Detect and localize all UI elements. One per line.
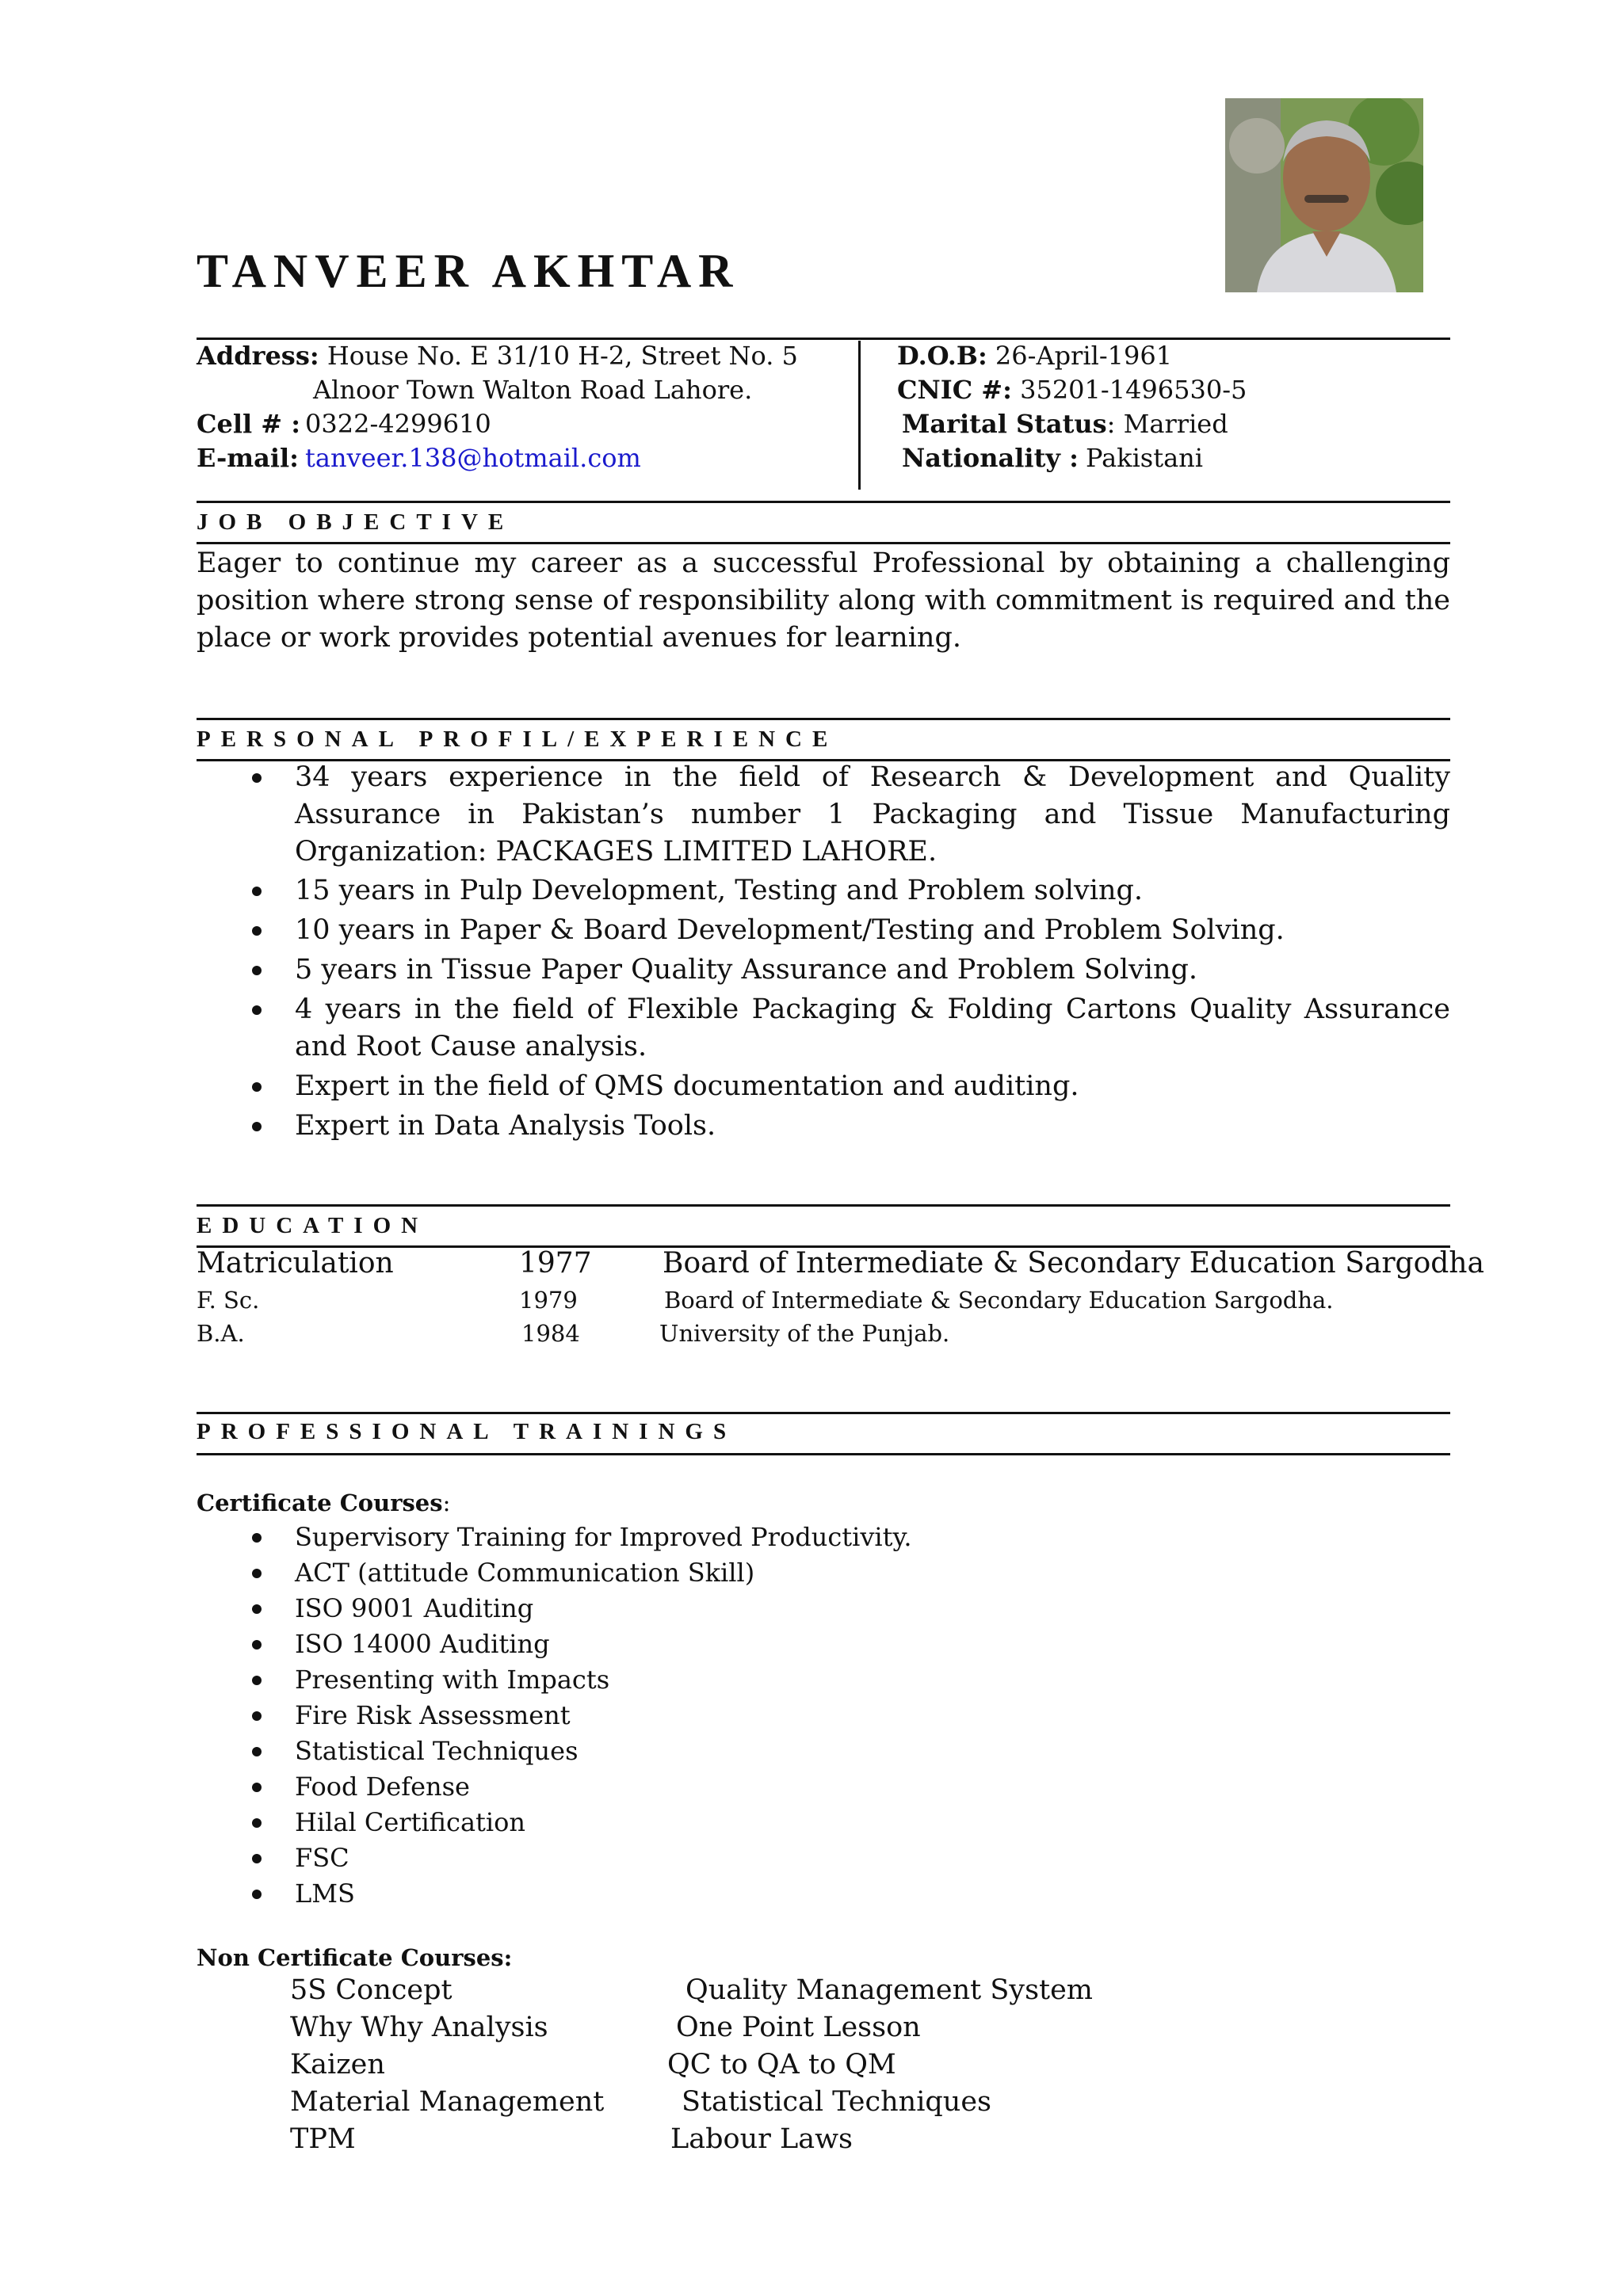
non-certificate-course: One Point Lesson [676,2012,921,2043]
marital-row [902,407,1228,441]
non-certificate-courses-label: Non Certificate Courses: [197,1944,513,1971]
certificate-course: Presenting with Impacts [295,1665,610,1695]
cell-row [197,407,300,441]
experience-top-rule [197,718,1450,720]
cell-number: 0322-4299610 [305,409,491,439]
non-certificate-course: Quality Management System [685,1974,1093,2006]
education-year: 1977 [519,1247,592,1280]
certificate-course: Statistical Techniques [295,1736,579,1766]
email-link[interactable]: tanveer.138@hotmail.com [305,443,641,473]
certificate-course: Food Defense [295,1772,470,1802]
list-item [252,1662,1450,1698]
non-certificate-course: 5S Concept [290,1974,453,2006]
cnic-value: 35201-1496530-5 [1020,375,1247,405]
nationality-value: Pakistani [1086,443,1203,473]
education-year: 1979 [519,1287,578,1314]
bullet-icon [252,926,262,936]
experience-title: PERSONAL PROFIL/EXPERIENCE [197,727,838,752]
certificate-courses-list [252,1520,1450,1912]
bullet-icon [252,1854,262,1863]
non-certificate-course: Kaizen [290,2049,385,2081]
address-label: Address: [197,341,319,371]
list-item [252,952,1450,991]
list-item [252,1108,1450,1147]
bullet-icon [252,1569,262,1578]
list-item [252,991,1450,1068]
education-board: University of the Punjab. [659,1320,950,1347]
bullet-icon [252,1122,262,1131]
non-certificate-course: Statistical Techniques [682,2086,992,2118]
bullet-icon [252,1005,262,1015]
bullet-icon [252,1533,262,1543]
experience-item: 5 years in Tissue Paper Quality Assurance and Problem Solving. [295,954,1198,986]
bullet-icon [252,1082,262,1092]
list-item [252,1520,1450,1555]
dob-row [897,339,1172,373]
education-board: Board of Intermediate & Secondary Education Sargodha. [664,1287,1334,1314]
objective-bottom-rule [197,542,1450,544]
non-certificate-course: Material Management [290,2086,605,2118]
experience-list [252,759,1450,1147]
certificate-course: Fire Risk Assessment [295,1700,571,1730]
list-item [252,1068,1450,1108]
non-certificate-course: TPM [290,2123,356,2155]
bullet-icon [252,1604,262,1614]
certificate-course: ISO 14000 Auditing [295,1629,550,1659]
email-row [197,441,299,475]
bullet-icon [252,1818,262,1828]
bullet-icon [252,887,262,896]
experience-item: 15 years in Pulp Development, Testing and Problem solving. [295,875,1144,906]
cell-label: Cell # : [197,409,301,439]
certificate-course: Hilal Certification [295,1807,525,1837]
nationality-row [902,441,1079,475]
list-item [252,1555,1450,1591]
marital-label: Marital Status [902,409,1107,439]
dob-value: 26-April-1961 [995,341,1173,371]
education-title: EDUCATION [197,1213,429,1238]
bullet-icon [252,1711,262,1721]
bullet-icon [252,773,262,783]
non-certificate-course: Labour Laws [670,2123,854,2155]
bullet-icon [252,1890,262,1899]
list-item [252,1591,1450,1627]
list-item [252,1769,1450,1805]
list-item [252,872,1450,912]
non-certificate-course: Why Why Analysis [290,2012,548,2043]
email-label: E-mail: [197,443,299,473]
education-degree: Matriculation [197,1247,394,1280]
list-item [252,1698,1450,1733]
marital-value: : Married [1106,409,1228,439]
trainings-bottom-rule [197,1453,1450,1455]
bullet-icon [252,1676,262,1685]
experience-item: Expert in Data Analysis Tools. [295,1110,716,1142]
objective-top-rule [197,501,1450,503]
certificate-course: ACT (attitude Communication Skill) [295,1558,755,1588]
cnic-label: CNIC #: [897,375,1012,405]
address-line2: Alnoor Town Walton Road Lahore. [313,375,753,405]
profile-photo [1225,98,1423,292]
certificate-course: Supervisory Training for Improved Productivity. [295,1522,912,1552]
list-item [252,759,1450,872]
trainings-title: PROFESSIONAL TRAININGS [197,1419,737,1444]
education-top-rule [197,1204,1450,1207]
non-certificate-course: QC to QA to QM [667,2049,896,2081]
list-item [252,1840,1450,1876]
list-item [252,1805,1450,1840]
education-degree: F. Sc. [197,1287,260,1314]
education-year: 1984 [521,1320,580,1347]
education-board: Board of Intermediate & Secondary Education Sargodha [663,1247,1484,1280]
certificate-courses-heading: Certificate Courses [197,1489,443,1516]
experience-item: 10 years in Paper & Board Development/Testing and Problem Solving. [295,914,1285,946]
trainings-top-rule [197,1412,1450,1414]
certificate-courses-colon: : [442,1489,451,1516]
nationality-label: Nationality : [902,443,1079,473]
list-item [252,1733,1450,1769]
bullet-icon [252,1640,262,1650]
objective-text: Eager to continue my career as a successful Professional by obtaining a challenging position where strong sense of responsibility along with commitment is required and the place or work provides potential avenues for learning. [197,547,1450,654]
list-item [252,912,1450,952]
list-item [252,1627,1450,1662]
profile-photo-image [1225,98,1423,292]
education-degree: B.A. [197,1320,245,1347]
bullet-icon [252,1747,262,1756]
certificate-course: LMS [295,1878,355,1909]
certificate-courses-label [197,1489,450,1516]
experience-item: Expert in the field of QMS documentation and auditing. [295,1070,1079,1102]
certificate-course: ISO 9001 Auditing [295,1593,534,1623]
contact-column-divider [858,341,861,490]
experience-item: 34 years experience in the field of Research & Development and Quality Assurance in Pakistan’s number 1 Packaging and Tissue Manufacturing Organization: PACKAGES LIMITED LAHORE. [295,761,1450,868]
bullet-icon [252,1783,262,1792]
list-item [252,1876,1450,1912]
candidate-name: TANVEER AKHTAR [197,245,740,297]
objective-title: JOB OBJECTIVE [197,509,514,535]
address-line1: House No. E 31/10 H-2, Street No. 5 [327,341,798,371]
experience-item: 4 years in the field of Flexible Packaging & Folding Cartons Quality Assurance and Root Cause analysis. [295,994,1450,1062]
bullet-icon [252,966,262,975]
cnic-row [897,373,1247,407]
certificate-course: FSC [295,1843,349,1873]
dob-label: D.O.B: [897,341,987,371]
address-row [197,339,798,373]
